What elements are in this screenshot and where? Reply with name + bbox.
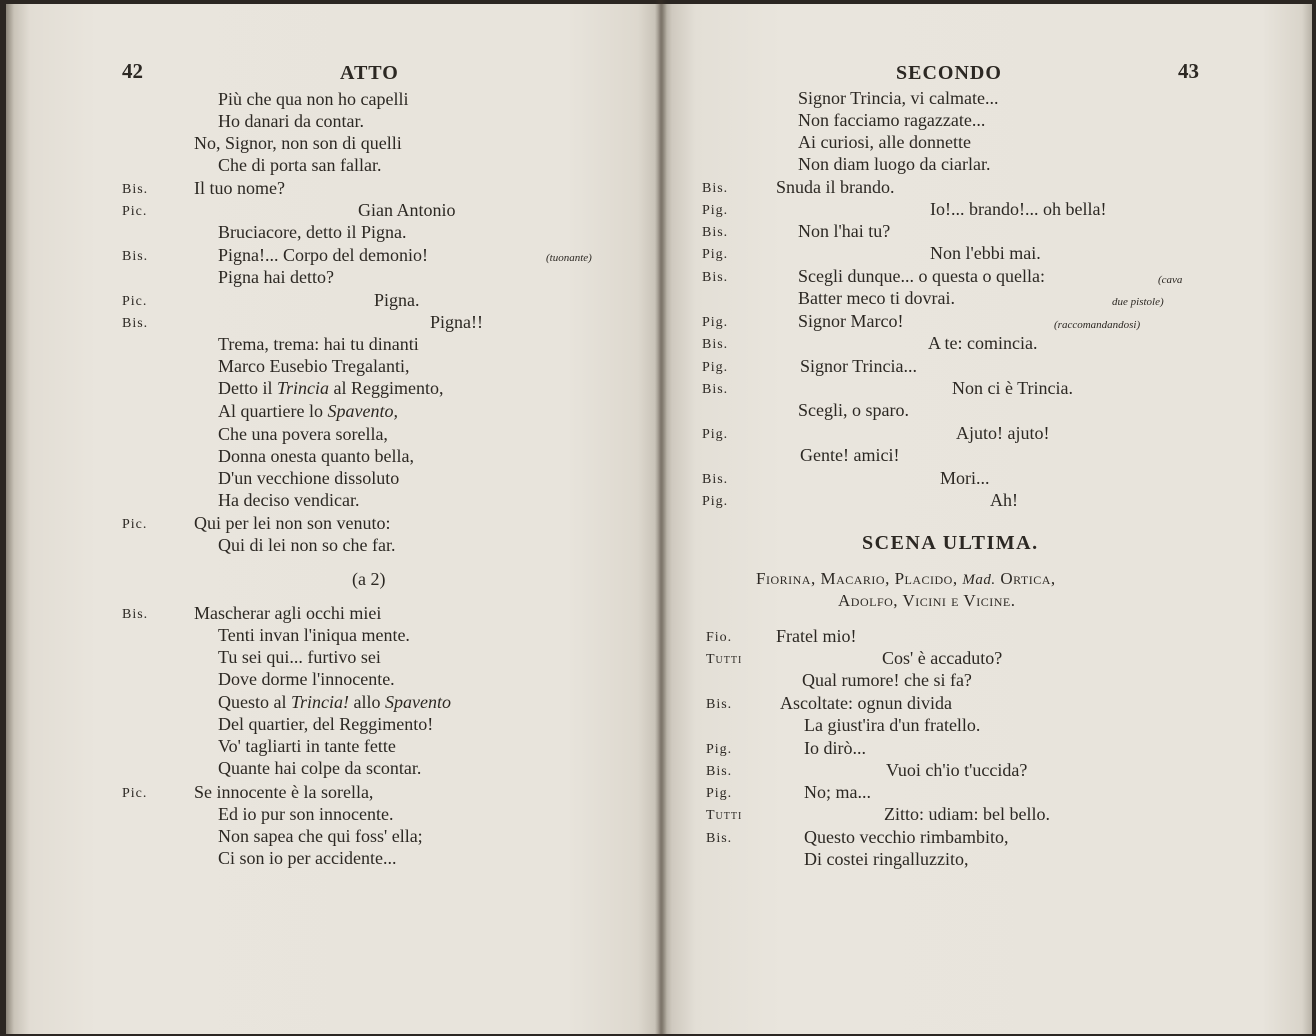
speaker-label: Pig. bbox=[702, 247, 729, 262]
verse-line: Scegli dunque... o questa o quella: bbox=[798, 266, 1045, 286]
verse-line bbox=[218, 400, 398, 422]
verse-line: Snuda il brando. bbox=[776, 177, 895, 197]
emphasis: Spavento, bbox=[327, 401, 398, 421]
verse-line: Io!... brando!... oh bella! bbox=[930, 199, 1107, 219]
verse-line: Non diam luogo da ciarlar. bbox=[798, 154, 991, 174]
left-page bbox=[6, 4, 662, 1034]
speaker-label: Bis. bbox=[706, 831, 733, 846]
cast-names: Ortica, bbox=[1000, 569, 1056, 588]
verse-line: D'un vecchione dissoluto bbox=[218, 468, 400, 488]
verse-line: Qui per lei non son venuto: bbox=[194, 513, 391, 533]
verse-line: Ajuto! ajuto! bbox=[956, 423, 1050, 443]
verse-line: Pigna hai detto? bbox=[218, 267, 334, 287]
speaker-label: Pig. bbox=[702, 203, 729, 218]
verse-line: Che una povera sorella, bbox=[218, 424, 388, 444]
speaker-label: Pig. bbox=[706, 786, 733, 801]
verse-line: Vo' tagliarti in tante fette bbox=[218, 736, 396, 756]
verse-line: Scegli, o sparo. bbox=[798, 400, 909, 420]
verse-part: Questo al bbox=[218, 692, 287, 712]
speaker-label: Bis. bbox=[122, 316, 149, 331]
verse-line: Non sapea che qui foss' ella; bbox=[218, 826, 423, 846]
stage-direction: (raccomandandosi) bbox=[1054, 319, 1141, 331]
emphasis: Trincia bbox=[277, 378, 330, 398]
verse-part: Al quartiere lo bbox=[218, 401, 323, 421]
verse-line: Gian Antonio bbox=[358, 200, 456, 220]
verse-line: Se innocente è la sorella, bbox=[194, 782, 374, 802]
verse-line: Qui di lei non so che far. bbox=[218, 535, 396, 555]
verse-part: al Reggimento, bbox=[333, 378, 444, 398]
speaker-label: Tutti bbox=[706, 652, 743, 667]
verse-line: Zitto: udiam: bel bello. bbox=[884, 804, 1050, 824]
speaker-label: Bis. bbox=[702, 382, 729, 397]
speaker-label: Pig. bbox=[702, 315, 729, 330]
verse-line: Ah! bbox=[990, 490, 1018, 510]
speaker-label: Bis. bbox=[702, 472, 729, 487]
verse-line: Pigna!! bbox=[430, 312, 483, 332]
speaker-label: Bis. bbox=[702, 337, 729, 352]
cast-list-line bbox=[756, 568, 1056, 591]
speaker-label: Bis. bbox=[706, 697, 733, 712]
verse-line: No; ma... bbox=[804, 782, 871, 802]
verse-line: Non l'hai tu? bbox=[798, 221, 891, 241]
verse-line: Non facciamo ragazzate... bbox=[798, 110, 986, 130]
verse-line: Non l'ebbi mai. bbox=[930, 243, 1041, 263]
speaker-label: Pic. bbox=[122, 517, 148, 532]
verse-line: Di costei ringalluzzito, bbox=[804, 849, 969, 869]
verse-line: A te: comincia. bbox=[928, 333, 1038, 353]
verse-line: Ascoltate: ognun divida bbox=[780, 693, 952, 713]
verse-line: Ai curiosi, alle donnette bbox=[798, 132, 971, 152]
scene-title: SCENA ULTIMA. bbox=[862, 532, 1039, 554]
book-gutter bbox=[655, 0, 667, 1036]
verse-line: Tu sei qui... furtivo sei bbox=[218, 647, 381, 667]
verse-line: Signor Trincia, vi calmate... bbox=[798, 88, 999, 108]
verse-line: Ha deciso vendicar. bbox=[218, 490, 360, 510]
page-number: 43 bbox=[1178, 59, 1199, 83]
speaker-label: Tutti bbox=[706, 808, 743, 823]
verse-line: Del quartier, del Reggimento! bbox=[218, 714, 434, 734]
verse-line: Dove dorme l'innocente. bbox=[218, 669, 395, 689]
verse-line: Fratel mio! bbox=[776, 626, 857, 646]
page-number: 42 bbox=[122, 59, 143, 83]
emphasis: Trincia! bbox=[290, 692, 349, 712]
verse-line: Signor Marco! bbox=[798, 311, 904, 331]
verse-line: Mori... bbox=[940, 468, 990, 488]
speaker-label: Fio. bbox=[706, 630, 733, 645]
verse-line: Cos' è accaduto? bbox=[882, 648, 1003, 668]
stage-direction: (cava bbox=[1158, 274, 1183, 286]
verse-line: Bruciacore, detto il Pigna. bbox=[218, 222, 407, 242]
verse-line: No, Signor, non son di quelli bbox=[194, 133, 402, 153]
verse-line: Quante hai colpe da scontar. bbox=[218, 758, 422, 778]
speaker-label: Pic. bbox=[122, 294, 148, 309]
emphasis: Spavento bbox=[385, 692, 451, 712]
verse-line: Ed io pur son innocente. bbox=[218, 804, 394, 824]
speaker-label: Pic. bbox=[122, 204, 148, 219]
running-header: ATTO bbox=[340, 62, 399, 84]
speaker-label: Bis. bbox=[702, 225, 729, 240]
verse-line: Ho danari da contar. bbox=[218, 111, 364, 131]
right-page bbox=[662, 4, 1312, 1034]
verse-line: Marco Eusebio Tregalanti, bbox=[218, 356, 410, 376]
verse-line: Il tuo nome? bbox=[194, 178, 285, 198]
cast-title: Mad. bbox=[962, 572, 996, 588]
verse-line: Pigna!... Corpo del demonio! bbox=[218, 245, 428, 265]
verse-part: Detto il bbox=[218, 378, 273, 398]
a-due-marker: (a 2) bbox=[352, 569, 386, 589]
verse-line: Vuoi ch'io t'uccida? bbox=[886, 760, 1028, 780]
verse-line: Pigna. bbox=[374, 290, 420, 310]
speaker-label: Bis. bbox=[122, 249, 149, 264]
verse-part: allo bbox=[353, 692, 381, 712]
verse-line: Tenti invan l'iniqua mente. bbox=[218, 625, 410, 645]
verse-line: La giust'ira d'un fratello. bbox=[804, 715, 981, 735]
stage-direction: due pistole) bbox=[1112, 296, 1164, 308]
speaker-label: Bis. bbox=[706, 764, 733, 779]
speaker-label: Pig. bbox=[702, 427, 729, 442]
running-header: SECONDO bbox=[896, 62, 1002, 84]
speaker-label: Bis. bbox=[702, 270, 729, 285]
verse-line: Signor Trincia... bbox=[800, 356, 918, 376]
stage-direction: (tuonante) bbox=[546, 252, 592, 264]
verse-line: Gente! amici! bbox=[800, 445, 900, 465]
verse-line: Batter meco ti dovrai. bbox=[798, 288, 955, 308]
verse-line: Donna onesta quanto bella, bbox=[218, 446, 414, 466]
verse-line: Ci son io per accidente... bbox=[218, 848, 397, 868]
speaker-label: Bis. bbox=[122, 607, 149, 622]
verse-line bbox=[218, 691, 451, 713]
speaker-label: Bis. bbox=[702, 181, 729, 196]
verse-line: Più che qua non ho capelli bbox=[218, 89, 409, 109]
cast-list-line: Adolfo, Vicini e Vicine. bbox=[838, 591, 1016, 610]
speaker-label: Pig. bbox=[706, 742, 733, 757]
verse-line: Qual rumore! che si fa? bbox=[802, 670, 972, 690]
verse-line: Mascherar agli occhi miei bbox=[194, 603, 382, 623]
cast-names: Fiorina, Macario, Placido, bbox=[756, 569, 958, 588]
speaker-label: Pig. bbox=[702, 494, 729, 509]
speaker-label: Bis. bbox=[122, 182, 149, 197]
speaker-label: Pig. bbox=[702, 360, 729, 375]
verse-line bbox=[218, 377, 444, 399]
verse-line: Trema, trema: hai tu dinanti bbox=[218, 334, 419, 354]
verse-line: Non ci è Trincia. bbox=[952, 378, 1073, 398]
verse-line: Io dirò... bbox=[804, 738, 866, 758]
speaker-label: Pic. bbox=[122, 786, 148, 801]
verse-line: Questo vecchio rimbambito, bbox=[804, 827, 1009, 847]
verse-line: Che di porta san fallar. bbox=[218, 155, 382, 175]
